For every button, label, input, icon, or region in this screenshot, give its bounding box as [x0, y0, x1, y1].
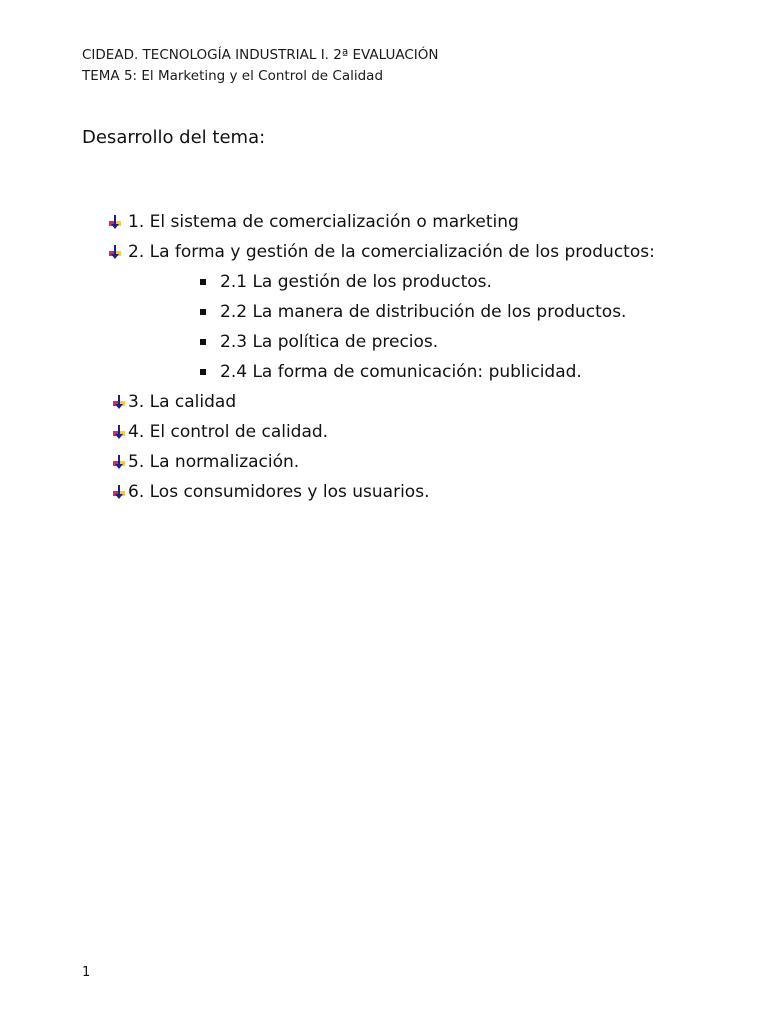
section-title: Desarrollo del tema: [82, 127, 266, 148]
outline-item-label: 3. La calidad [128, 392, 237, 412]
document-header [82, 45, 439, 87]
outline-item-label: 5. La normalización. [128, 452, 300, 472]
outline-subitem-label: 2.1 La gestión de los productos. [220, 272, 492, 292]
page-number: 1 [82, 965, 91, 980]
outline-item-label: 2. La forma y gestión de la comercialización de los productos: [128, 242, 655, 262]
outline-subitem-label: 2.2 La manera de distribución de los productos. [220, 302, 627, 322]
outline-item-label: 4. El control de calidad. [128, 422, 329, 442]
header-course-line: CIDEAD. TECNOLOGÍA INDUSTRIAL I. 2ª EVALUACIÓN [82, 47, 439, 63]
down-arrow-bullet-icon [112, 484, 126, 500]
header-topic-line: TEMA 5: El Marketing y el Control de Calidad [82, 68, 384, 84]
down-arrow-bullet-icon [112, 394, 126, 410]
down-arrow-bullet-icon [112, 424, 126, 440]
outline-item-label: 1. El sistema de comercialización o marketing [128, 212, 519, 232]
square-bullet-icon [200, 339, 206, 345]
outline-subitem-label: 2.3 La política de precios. [220, 332, 439, 352]
down-arrow-bullet-icon [112, 454, 126, 470]
outline-subitem-label: 2.4 La forma de comunicación: publicidad. [220, 362, 582, 382]
outline-item-label: 6. Los consumidores y los usuarios. [128, 482, 430, 502]
square-bullet-icon [200, 309, 206, 315]
square-bullet-icon [200, 369, 206, 375]
square-bullet-icon [200, 279, 206, 285]
down-arrow-bullet-icon [108, 244, 122, 260]
down-arrow-bullet-icon [108, 214, 122, 230]
